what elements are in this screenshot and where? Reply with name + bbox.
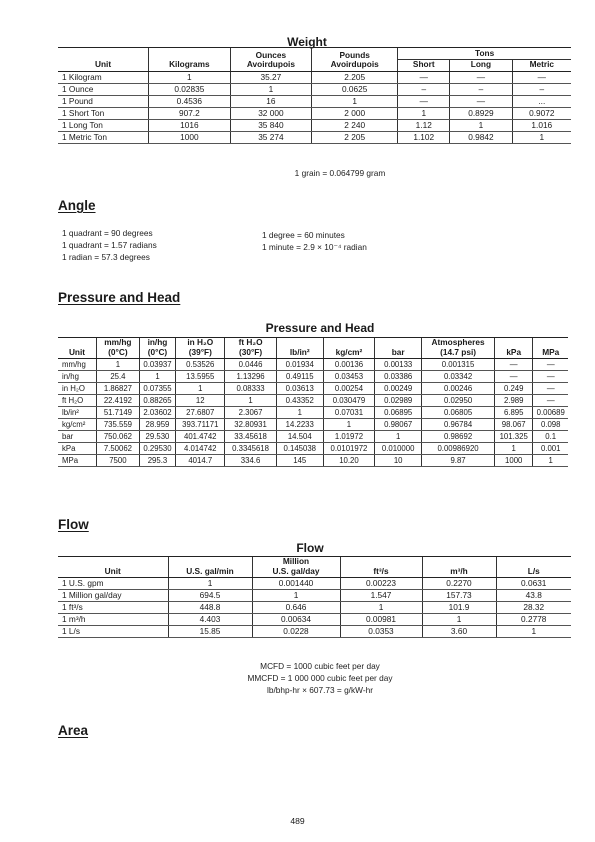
weight-row	[58, 107, 571, 119]
pressure-header: Unit	[58, 338, 97, 359]
pressure-cell: 0.00136	[323, 359, 374, 371]
pressure-cell: —	[494, 371, 533, 383]
pressure-cell: 2.03602	[139, 407, 175, 419]
pressure-cell: 0.88265	[139, 395, 175, 407]
pressure-cell: 750.062	[97, 431, 140, 443]
pressure-header: lb/in²	[276, 338, 323, 359]
weight-cell: —	[450, 95, 512, 107]
pressure-cell: 0.145038	[276, 443, 323, 455]
pressure-cell: 0.53526	[176, 359, 225, 371]
weight-cell: 1	[312, 95, 398, 107]
pressure-row-label: bar	[58, 431, 97, 443]
flow-table-title: Flow	[296, 541, 324, 555]
flow-cell: 0.001440	[252, 578, 340, 590]
flow-row	[58, 578, 571, 590]
pressure-row	[58, 371, 568, 383]
pressure-row-label: lb/in²	[58, 407, 97, 419]
pressure-cell: 1	[375, 431, 422, 443]
pressure-cell: 0.29530	[139, 443, 175, 455]
pressure-cell: —	[533, 395, 568, 407]
angle-right-line: 1 degree = 60 minutes	[262, 230, 345, 240]
pressure-cell: 4014.7	[176, 455, 225, 467]
pressure-row	[58, 407, 568, 419]
pressure-cell: 0.00986920	[422, 443, 495, 455]
pressure-cell: 735.559	[97, 419, 140, 431]
pressure-cell: 25.4	[97, 371, 140, 383]
weight-row-label: 1 Kilogram	[58, 71, 149, 83]
weight-row-label: 1 Ounce	[58, 83, 149, 95]
weight-cell: 1016	[149, 119, 231, 131]
weight-cell: 0.9072	[512, 107, 571, 119]
pressure-cell: 0.49115	[276, 371, 323, 383]
flow-cell: 0.2778	[496, 614, 571, 626]
flow-cell: 0.2270	[422, 578, 496, 590]
angle-right-list	[262, 229, 367, 253]
pressure-cell: —	[494, 359, 533, 371]
weight-cell: –	[512, 83, 571, 95]
pressure-cell: 1.01972	[323, 431, 374, 443]
pressure-cell: 0.03453	[323, 371, 374, 383]
weight-row	[58, 95, 571, 107]
flow-header: ft³/s	[340, 557, 422, 578]
flow-note: lb/bhp-hr × 607.73 = g/kW-hr	[267, 685, 373, 695]
pressure-cell: 0.1	[533, 431, 568, 443]
weight-cell: —	[398, 71, 450, 83]
pressure-row	[58, 383, 568, 395]
pressure-cell: 0.03342	[422, 371, 495, 383]
pressure-cell: 1	[533, 455, 568, 467]
pressure-cell: 0.00254	[323, 383, 374, 395]
weight-header-long: Long	[450, 60, 512, 72]
pressure-cell: 28.959	[139, 419, 175, 431]
weight-cell: 1	[450, 119, 512, 131]
pressure-row-label: MPa	[58, 455, 97, 467]
pressure-cell: 4.014742	[176, 443, 225, 455]
weight-header-tons: Tons	[398, 48, 571, 60]
pressure-cell: 29.530	[139, 431, 175, 443]
flow-note: MMCFD = 1 000 000 cubic feet per day	[247, 673, 393, 683]
flow-cell: 0.00634	[252, 614, 340, 626]
pressure-cell: 33.45618	[225, 431, 276, 443]
pressure-cell: 295.3	[139, 455, 175, 467]
pressure-cell: 1000	[494, 455, 533, 467]
pressure-row	[58, 419, 568, 431]
weight-cell: 907.2	[149, 107, 231, 119]
flow-cell: 0.0631	[496, 578, 571, 590]
weight-header-metric: Metric	[512, 60, 571, 72]
weight-cell: 32 000	[230, 107, 312, 119]
flow-cell: 1	[422, 614, 496, 626]
pressure-cell: 1	[494, 443, 533, 455]
pressure-header: in H₂O (39°F)	[176, 338, 225, 359]
weight-cell: –	[450, 83, 512, 95]
pressure-cell: 7500	[97, 455, 140, 467]
weight-cell: 35.27	[230, 71, 312, 83]
weight-row	[58, 131, 571, 143]
flow-header: L/s	[496, 557, 571, 578]
pressure-cell: —	[533, 383, 568, 395]
pressure-header: bar	[375, 338, 422, 359]
weight-header-pounds: Pounds Avoirdupois	[312, 48, 398, 72]
flow-row-label: 1 U.S. gpm	[58, 578, 168, 590]
angle-left-list	[62, 227, 157, 263]
pressure-cell: 1	[139, 371, 175, 383]
angle-heading: Angle	[58, 198, 96, 213]
flow-cell: 43.8	[496, 590, 571, 602]
flow-cell: 4.403	[168, 614, 252, 626]
pressure-row	[58, 455, 568, 467]
pressure-cell: 0.001315	[422, 359, 495, 371]
weight-cell: —	[450, 71, 512, 83]
weight-cell: 1	[398, 107, 450, 119]
weight-cell: 1000	[149, 131, 231, 143]
pressure-cell: 27.6807	[176, 407, 225, 419]
page-number: 489	[290, 816, 305, 826]
weight-cell: —	[512, 71, 571, 83]
weight-cell: 1.016	[512, 119, 571, 131]
flow-cell: 0.00223	[340, 578, 422, 590]
weight-cell: 2 000	[312, 107, 398, 119]
angle-right-line: 1 minute = 2.9 × 10⁻⁴ radian	[262, 242, 367, 252]
flow-row-label: 1 m³/h	[58, 614, 168, 626]
weight-table-title: Weight	[287, 35, 327, 49]
pressure-cell: 0.07031	[323, 407, 374, 419]
flow-cell: 101.9	[422, 602, 496, 614]
pressure-row-label: mm/hg	[58, 359, 97, 371]
weight-cell: 0.4536	[149, 95, 231, 107]
pressure-cell: —	[533, 371, 568, 383]
pressure-header: kg/cm²	[323, 338, 374, 359]
pressure-cell: 0.03937	[139, 359, 175, 371]
pressure-cell: 7.50062	[97, 443, 140, 455]
weight-row	[58, 71, 571, 83]
pressure-header: MPa	[533, 338, 568, 359]
flow-cell: 1	[252, 590, 340, 602]
flow-row-label: 1 L/s	[58, 626, 168, 638]
pressure-cell: 0.030479	[323, 395, 374, 407]
flow-row-label: 1 ft³/s	[58, 602, 168, 614]
pressure-cell: 393.71171	[176, 419, 225, 431]
weight-cell: 35 840	[230, 119, 312, 131]
pressure-cell: 0.03386	[375, 371, 422, 383]
pressure-header: ft H₂O (30°F)	[225, 338, 276, 359]
pressure-cell: 10.20	[323, 455, 374, 467]
pressure-row-label: ft H₂O	[58, 395, 97, 407]
pressure-cell: 12	[176, 395, 225, 407]
flow-row	[58, 602, 571, 614]
weight-cell: 1.12	[398, 119, 450, 131]
pressure-cell: 0.02989	[375, 395, 422, 407]
flow-cell: 1	[340, 602, 422, 614]
pressure-cell: 101.325	[494, 431, 533, 443]
pressure-row-label: in/hg	[58, 371, 97, 383]
weight-cell: 16	[230, 95, 312, 107]
pressure-cell: 0.43352	[276, 395, 323, 407]
pressure-cell: 0.98692	[422, 431, 495, 443]
flow-cell: 0.0228	[252, 626, 340, 638]
flow-header: m³/h	[422, 557, 496, 578]
weight-cell: 2 240	[312, 119, 398, 131]
flow-cell: 0.00981	[340, 614, 422, 626]
flow-cell: 694.5	[168, 590, 252, 602]
weight-row-label: 1 Metric Ton	[58, 131, 149, 143]
pressure-cell: 0.3345618	[225, 443, 276, 455]
pressure-cell: 14.2233	[276, 419, 323, 431]
pressure-cell: 1	[225, 395, 276, 407]
pressure-cell: 0.00246	[422, 383, 495, 395]
weight-cell: 0.8929	[450, 107, 512, 119]
flow-table	[58, 556, 571, 638]
flow-header: U.S. gal/min	[168, 557, 252, 578]
weight-cell: 0.02835	[149, 83, 231, 95]
weight-header-kilograms: Kilograms	[149, 48, 231, 72]
flow-cell: 448.8	[168, 602, 252, 614]
pressure-row	[58, 395, 568, 407]
flow-header: Unit	[58, 557, 168, 578]
weight-row-label: 1 Pound	[58, 95, 149, 107]
pressure-cell: 10	[375, 455, 422, 467]
weight-row	[58, 119, 571, 131]
weight-cell: 1	[149, 71, 231, 83]
pressure-cell: 401.4742	[176, 431, 225, 443]
pressure-cell: 0.06895	[375, 407, 422, 419]
weight-cell: 1	[512, 131, 571, 143]
pressure-cell: 0.249	[494, 383, 533, 395]
pressure-header: kPa	[494, 338, 533, 359]
pressure-cell: 1	[276, 407, 323, 419]
pressure-header: Atmospheres (14.7 psi)	[422, 338, 495, 359]
pressure-cell: 0.00133	[375, 359, 422, 371]
pressure-cell: 1.86827	[97, 383, 140, 395]
angle-left-line: 1 radian = 57.3 degrees	[62, 252, 150, 262]
flow-cell: 0.0353	[340, 626, 422, 638]
weight-row-label: 1 Long Ton	[58, 119, 149, 131]
flow-cell: 1.547	[340, 590, 422, 602]
pressure-table	[58, 337, 568, 467]
weight-row	[58, 83, 571, 95]
pressure-cell: 0.00689	[533, 407, 568, 419]
flow-row	[58, 626, 571, 638]
pressure-header: mm/hg (0°C)	[97, 338, 140, 359]
pressure-cell: 0.07355	[139, 383, 175, 395]
pressure-cell: 0.98067	[375, 419, 422, 431]
flow-heading: Flow	[58, 517, 89, 532]
pressure-cell: 1	[97, 359, 140, 371]
flow-header: Million U.S. gal/day	[252, 557, 340, 578]
pressure-cell: 145	[276, 455, 323, 467]
flow-row	[58, 614, 571, 626]
pressure-row	[58, 443, 568, 455]
weight-cell: 35 274	[230, 131, 312, 143]
weight-cell: –	[398, 83, 450, 95]
weight-cell: 2.205	[312, 71, 398, 83]
pressure-row-label: kg/cm²	[58, 419, 97, 431]
weight-header-ounces: Ounces Avoirdupois	[230, 48, 312, 72]
pressure-cell: 0.0446	[225, 359, 276, 371]
pressure-cell: 6.895	[494, 407, 533, 419]
pressure-table-title: Pressure and Head	[265, 321, 375, 335]
pressure-heading: Pressure and Head	[58, 290, 181, 305]
pressure-cell: 9.87	[422, 455, 495, 467]
pressure-cell: —	[533, 359, 568, 371]
pressure-cell: 1.13296	[225, 371, 276, 383]
weight-cell: —	[398, 95, 450, 107]
pressure-cell: 0.96784	[422, 419, 495, 431]
flow-cell: 157.73	[422, 590, 496, 602]
weight-cell: 2 205	[312, 131, 398, 143]
flow-cell: 28.32	[496, 602, 571, 614]
pressure-cell: 0.010000	[375, 443, 422, 455]
pressure-cell: 14.504	[276, 431, 323, 443]
flow-cell: 15.85	[168, 626, 252, 638]
weight-header-unit: Unit	[58, 48, 149, 72]
weight-cell: ...	[512, 95, 571, 107]
weight-note: 1 grain = 0.064799 gram	[294, 168, 386, 178]
pressure-cell: 13.5955	[176, 371, 225, 383]
flow-cell: 3.60	[422, 626, 496, 638]
pressure-cell: 2.989	[494, 395, 533, 407]
pressure-cell: 22.4192	[97, 395, 140, 407]
pressure-cell: 0.06805	[422, 407, 495, 419]
pressure-row-label: in H₂O	[58, 383, 97, 395]
area-heading: Area	[58, 723, 89, 738]
pressure-cell: 2.3067	[225, 407, 276, 419]
weight-cell: 1.102	[398, 131, 450, 143]
pressure-cell: 1	[176, 383, 225, 395]
pressure-row	[58, 431, 568, 443]
weight-cell: 0.0625	[312, 83, 398, 95]
flow-row-label: 1 Million gal/day	[58, 590, 168, 602]
weight-header-short: Short	[398, 60, 450, 72]
pressure-row	[58, 359, 568, 371]
pressure-cell: 0.08333	[225, 383, 276, 395]
flow-cell: 1	[168, 578, 252, 590]
pressure-cell: 0.0101972	[323, 443, 374, 455]
pressure-cell: 0.001	[533, 443, 568, 455]
flow-note: MCFD = 1000 cubic feet per day	[260, 661, 380, 671]
flow-cell: 1	[496, 626, 571, 638]
pressure-cell: 0.03613	[276, 383, 323, 395]
pressure-cell: 32.80931	[225, 419, 276, 431]
weight-row-label: 1 Short Ton	[58, 107, 149, 119]
flow-cell: 0.646	[252, 602, 340, 614]
pressure-cell: 0.01934	[276, 359, 323, 371]
pressure-cell: 0.098	[533, 419, 568, 431]
pressure-cell: 0.02950	[422, 395, 495, 407]
pressure-cell: 98.067	[494, 419, 533, 431]
pressure-cell: 0.00249	[375, 383, 422, 395]
angle-left-line: 1 quadrant = 1.57 radians	[62, 240, 157, 250]
weight-cell: 1	[230, 83, 312, 95]
flow-row	[58, 590, 571, 602]
weight-cell: 0.9842	[450, 131, 512, 143]
pressure-row-label: kPa	[58, 443, 97, 455]
pressure-cell: 334.6	[225, 455, 276, 467]
pressure-header: in/hg (0°C)	[139, 338, 175, 359]
pressure-cell: 1	[323, 419, 374, 431]
pressure-cell: 51.7149	[97, 407, 140, 419]
angle-left-line: 1 quadrant = 90 degrees	[62, 228, 153, 238]
weight-table	[58, 47, 571, 144]
